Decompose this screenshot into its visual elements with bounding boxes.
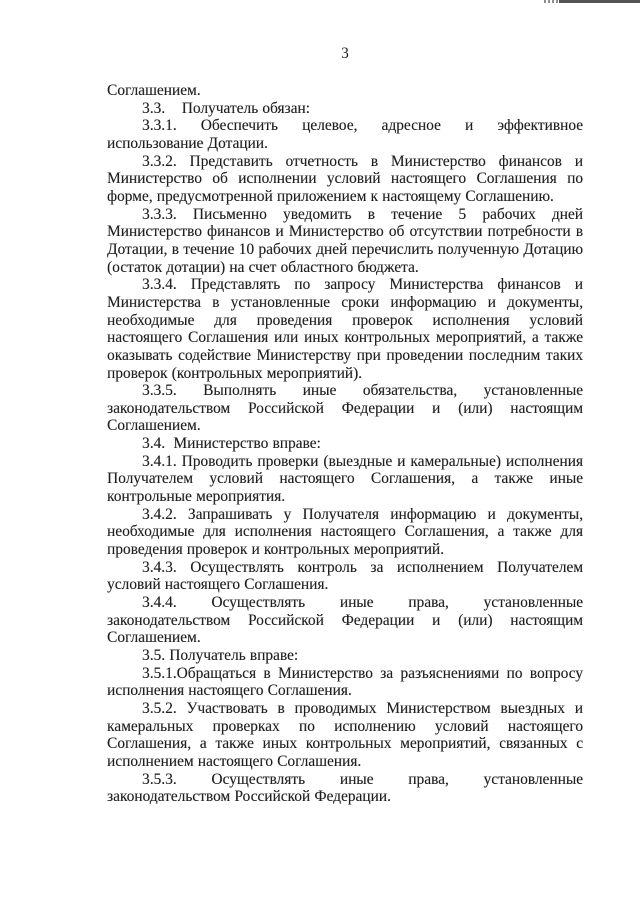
paragraph: 3.5.2. Участвовать в проводимых Министерством выездных и камеральных проверках по исполнению условий настоящего Соглашения, а также иных контрольных мероприятий, связанных с исполнением настоящего Соглашения. [107, 699, 583, 770]
paragraph: 3.4. Министерство вправе: [142, 435, 321, 453]
paragraph: 3.5. Получатель вправе: [142, 647, 299, 664]
paragraph: 3.4.2. Запрашивать у Получателя информацию и документы, необходимые для исполнения настоящего Соглашения, а также для проведения проверок и контрольных мероприятий. [107, 505, 583, 559]
paragraph: 3.3. Получатель обязан: [142, 99, 310, 117]
paragraph: 3.3.2. Представить отчетность в Министерство финансов и Министерство об исполнении условий настоящего Соглашения по форме, предусмотренной приложением к настоящему Соглашению. [107, 152, 583, 205]
paragraph: 3.5.3. Осуществлять иные права, установленные законодательством Российской Федерации. [107, 770, 583, 806]
scan-artifact-bar [559, 0, 640, 3]
paragraph: 3.3.3. Письменно уведомить в течение 5 рабочих дней Министерство финансов и Министерство об отсутствии потребности в Дотации, в течение 10 рабочих дней перечислить полученную Дотацию (остаток дотации) на счет областного бюджета. [107, 205, 583, 276]
scan-noise-specks [544, 0, 560, 3]
paragraph: 3.3.4. Представлять по запросу Министерства финансов и Министерства в установленные сроки информацию и документы, необходимые для проведения проверок исполнения условий настоящего Соглашения или иных контрольных мероприятий, а также оказывать содействие Министерству при проведении последним таких проверок (контрольных мероприятий). [107, 276, 583, 382]
paragraph: 3.4.3. Осуществлять контроль за исполнением Получателем условий настоящего Соглашения. [107, 558, 583, 594]
page-number: 3 [341, 45, 349, 62]
paragraph: 3.4.1. Проводить проверки (выездные и камеральные) исполнения Получателем условий настоящего Соглашения, а также иные контрольные мероприятия. [107, 452, 583, 506]
paragraph: 3.5.1.Обращаться в Министерство за разъяснениями по вопросу исполнения настоящего Соглашения. [107, 664, 583, 700]
paragraph: 3.4.4. Осуществлять иные права, установленные законодательством Российской Федерации и (или) настоящим Соглашением. [107, 594, 583, 647]
paragraph: 3.3.5. Выполнять иные обязательства, установленные законодательством Российской Федерации и (или) настоящим Соглашением. [107, 382, 583, 435]
paragraph: 3.3.1. Обеспечить целевое, адресное и эффективное использование Дотации. [107, 117, 583, 152]
paragraph: Соглашением. [107, 82, 201, 99]
document-body [107, 82, 583, 806]
